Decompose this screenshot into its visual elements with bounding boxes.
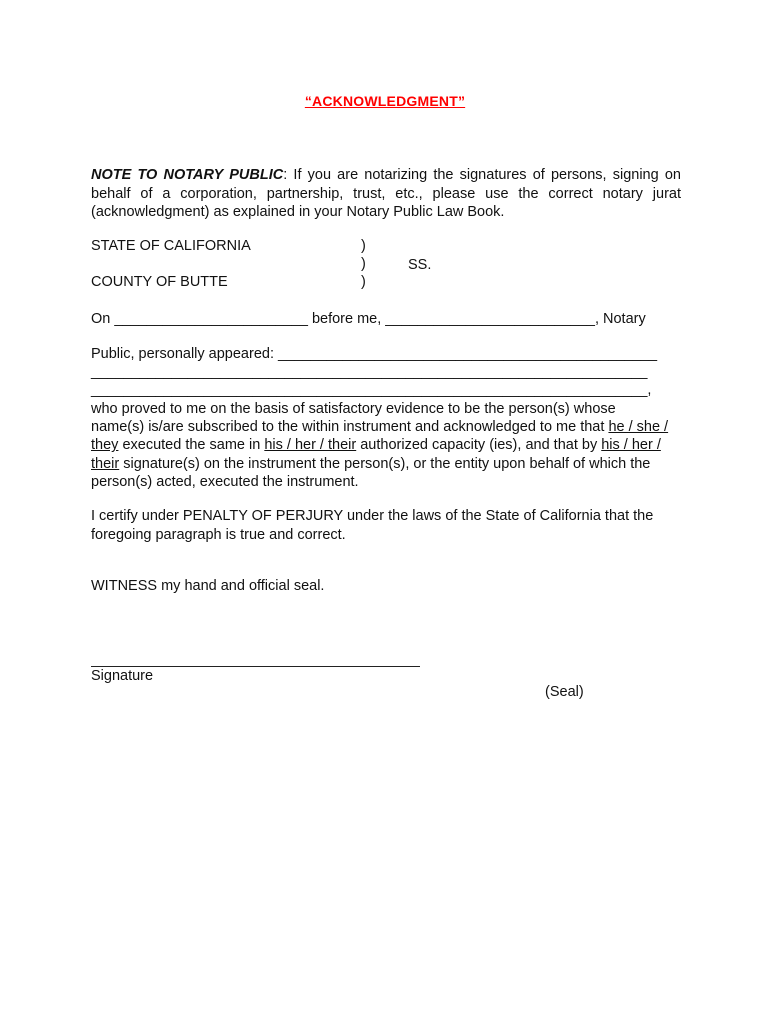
notary-note: [91, 166, 681, 222]
venue-paren-1: ): [361, 238, 366, 254]
venue-county: COUNTY OF BUTTE: [91, 274, 228, 290]
venue-paren-2: ): [361, 256, 366, 272]
proved-text-4: signature(s) on the instrument the person(s), or the entity upon behalf of which the person(s) acted, executed the instrument.: [91, 455, 651, 490]
venue-paren-3: ): [361, 274, 366, 290]
note-text: If you are notarizing the signatures of persons, signing on behalf of a corporation, partnership, trust, etc., please use the correct notary jurat (acknowledgment) as explained in your Notary Public Law Book.: [91, 167, 681, 220]
pronoun-he-she-they: he / she / they: [91, 419, 669, 454]
seal-label: (Seal): [545, 684, 584, 700]
signature-label: Signature: [91, 668, 154, 684]
blank-line-1: _____________________________________________________________________: [91, 364, 648, 380]
blank-line-2: _____________________________________________________________________,: [91, 382, 652, 398]
note-colon: :: [283, 167, 288, 183]
proved-text-2: executed the same in: [118, 437, 265, 454]
proved-text-1: who proved to me on the basis of satisfactory evidence to be the person(s) whose name(s) is/are subscribed to the within instrument and acknowledged to me that: [91, 401, 616, 436]
certify-paragraph: I certify under PENALTY OF PERJURY under the laws of the State of California that the foregoing paragraph is true and correct.: [91, 508, 654, 543]
witness-line: WITNESS my hand and official seal.: [91, 578, 325, 594]
proved-paragraph: [91, 400, 669, 491]
venue-state: STATE OF CALIFORNIA: [91, 238, 251, 254]
venue-ss: SS.: [408, 257, 432, 273]
document-title: “ACKNOWLEDGMENT”: [304, 93, 466, 109]
signature-line: [91, 666, 420, 667]
pronoun-his-her-their-2: his / her / their: [91, 437, 661, 472]
appeared-line: Public, personally appeared: _______________________________________________: [91, 346, 658, 362]
proved-text-3: authorized capacity (ies), and that by: [356, 437, 602, 454]
on-date-line: On ________________________ before me, __________________________, Notary: [91, 311, 646, 327]
pronoun-his-her-their-1: his / her / their: [264, 437, 357, 454]
note-label: NOTE TO NOTARY PUBLIC: [91, 167, 284, 183]
